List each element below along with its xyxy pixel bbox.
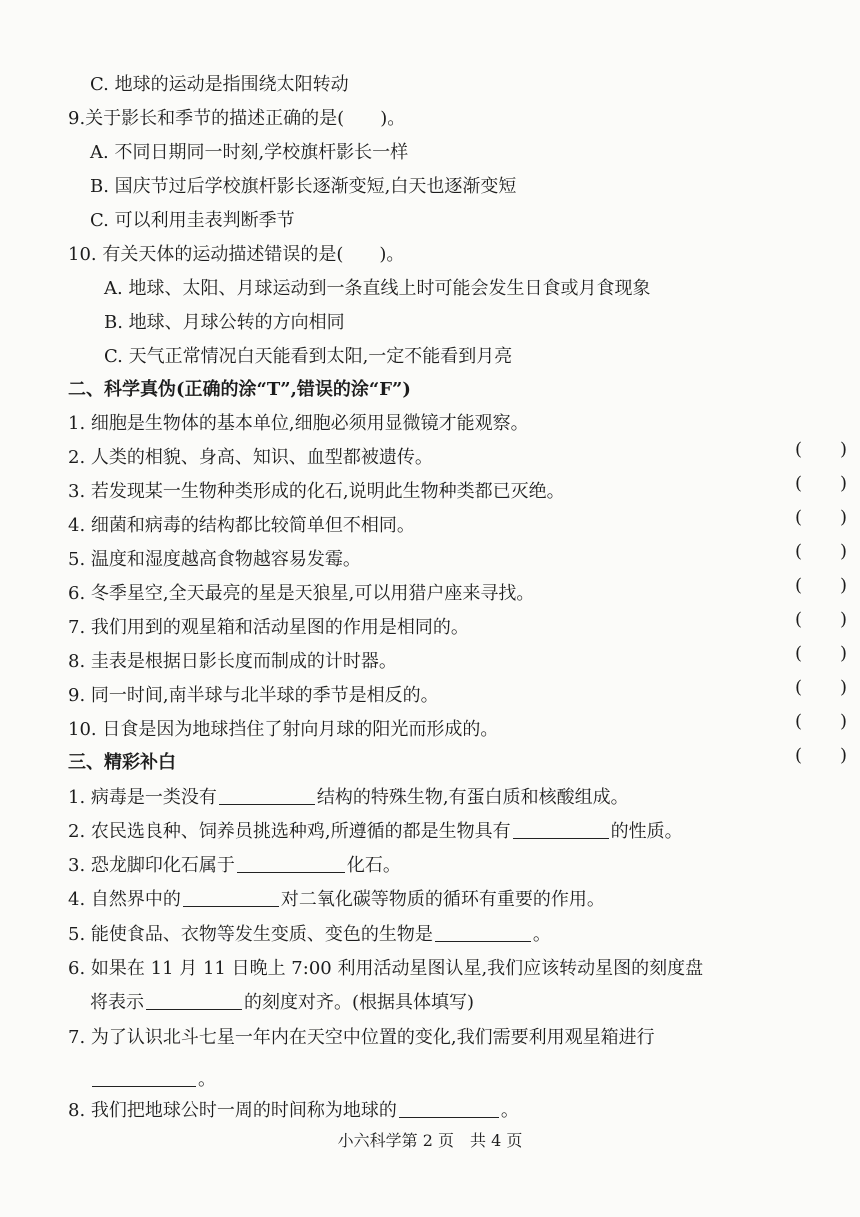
tf-paren-open: ( (795, 609, 803, 630)
fill-q5 (68, 922, 860, 948)
fill-q1-text-b: 结构的特殊生物,有蛋白质和核酸组成。 (316, 787, 629, 808)
tf-paren-open: ( (795, 473, 803, 494)
q8-option-c: C. 地球的运动是指围绕太阳转动 (90, 74, 349, 95)
tf-paren-open: ( (795, 677, 803, 698)
q9-option-b: B. 国庆节过后学校旗杆影长逐渐变短,白天也逐渐变短 (90, 176, 517, 197)
fill-q1-blank[interactable] (219, 786, 315, 805)
tf-item-text: 4. 细菌和病毒的结构都比较简单但不相同。 (68, 515, 415, 536)
fill-q7-blank[interactable] (92, 1068, 196, 1087)
fill-q3-text-b: 化石。 (346, 855, 401, 876)
fill-q3 (68, 853, 860, 879)
tf-paren-close: ) (839, 541, 847, 562)
tf-item-text: 5. 温度和湿度越高食物越容易发霉。 (68, 549, 361, 570)
fill-q8 (68, 1098, 860, 1124)
tf-paren-close: ) (839, 643, 847, 664)
fill-q4-text-b: 对二氧化碳等物质的循环有重要的作用。 (280, 889, 605, 910)
tf-item-text: 9. 同一时间,南半球与北半球的季节是相反的。 (68, 685, 439, 706)
q10-option-a: A. 地球、太阳、月球运动到一条直线上时可能会发生日食或月食现象 (104, 278, 651, 299)
fill-q4-blank[interactable] (183, 888, 279, 907)
tf-paren-open: ( (795, 643, 803, 664)
q10-option-c: C. 天气正常情况白天能看到太阳,一定不能看到月亮 (104, 346, 513, 367)
fill-q6-line1: 6. 如果在 11 月 11 日晚上 7:00 利用活动星图认星,我们应该转动星图的刻度盘 (68, 958, 704, 979)
tf-paren-close: ) (839, 677, 847, 698)
tf-paren-close: ) (839, 473, 847, 494)
tf-paren-close: ) (839, 439, 847, 460)
fill-q7-line1: 7. 为了认识北斗七星一年内在天空中位置的变化,我们需要利用观星箱进行 (68, 1027, 655, 1048)
fill-section-heading: 三、精彩补白 (68, 752, 176, 773)
tf-paren-close: ) (839, 745, 847, 766)
tf-item-text: 2. 人类的相貌、身高、知识、血型都被遗传。 (68, 447, 433, 468)
tf-section-heading: 二、科学真伪(正确的涂“T”,错误的涂“F”) (68, 379, 411, 400)
fill-q1 (68, 785, 860, 811)
fill-q3-text-a: 3. 恐龙脚印化石属于 (68, 855, 235, 876)
tf-paren-close: ) (839, 575, 847, 596)
fill-q2-text-b: 的性质。 (610, 821, 683, 842)
fill-q7-line2 (90, 1067, 860, 1093)
q9-option-c: C. 可以利用圭表判断季节 (90, 210, 295, 231)
fill-q6-blank[interactable] (146, 991, 242, 1010)
fill-q8-blank[interactable] (399, 1099, 499, 1118)
tf-item-text: 6. 冬季星空,全天最亮的星是天狼星,可以用猎户座来寻找。 (68, 583, 535, 604)
fill-q2 (68, 819, 860, 845)
fill-q5-text-b: 。 (532, 924, 551, 945)
tf-item-text: 7. 我们用到的观星箱和活动星图的作用是相同的。 (68, 617, 469, 638)
tf-paren-open: ( (795, 507, 803, 528)
fill-q8-text-a: 8. 我们把地球公时一周的时间称为地球的 (68, 1100, 397, 1121)
q9-stem: 9.关于影长和季节的描述正确的是( )。 (68, 108, 406, 129)
fill-q3-blank[interactable] (237, 854, 345, 873)
tf-item-text: 3. 若发现某一生物种类形成的化石,说明此生物种类都已灭绝。 (68, 481, 565, 502)
tf-paren-open: ( (795, 711, 803, 732)
fill-q7-text-b: 。 (198, 1069, 216, 1090)
tf-paren-close: ) (839, 507, 847, 528)
q10-option-b: B. 地球、月球公转的方向相同 (104, 312, 345, 333)
fill-q4-text-a: 4. 自然界中的 (68, 889, 181, 910)
tf-paren-close: ) (839, 609, 847, 630)
tf-paren-open: ( (795, 745, 803, 766)
tf-item-text: 1. 细胞是生物体的基本单位,细胞必须用显微镜才能观察。 (68, 413, 529, 434)
tf-item-text: 8. 圭表是根据日影长度而制成的计时器。 (68, 651, 397, 672)
fill-q2-text-a: 2. 农民选良种、饲养员挑选种鸡,所遵循的都是生物具有 (68, 821, 511, 842)
fill-q5-blank[interactable] (435, 923, 531, 942)
fill-q8-text-b: 。 (500, 1100, 519, 1121)
page-footer: 小六科学第 2 页 共 4 页 (337, 1131, 523, 1150)
fill-q2-blank[interactable] (513, 820, 609, 839)
tf-paren-open: ( (795, 575, 803, 596)
fill-q4 (68, 887, 860, 913)
tf-paren-open: ( (795, 439, 803, 460)
tf-paren-open: ( (795, 541, 803, 562)
fill-q5-text-a: 5. 能使食品、衣物等发生变质、变色的生物是 (68, 924, 433, 945)
tf-item-text: 10. 日食是因为地球挡住了射向月球的阳光而形成的。 (68, 719, 499, 740)
tf-paren-close: ) (839, 711, 847, 732)
fill-q6-text-c: 的刻度对齐。(根据具体填写) (244, 992, 475, 1013)
q10-stem: 10. 有关天体的运动描述错误的是( )。 (68, 244, 405, 265)
fill-q6-line2 (90, 990, 860, 1016)
q9-option-a: A. 不同日期同一时刻,学校旗杆影长一样 (90, 142, 409, 163)
fill-q6-text-b: 将表示 (90, 992, 144, 1013)
fill-q1-text-a: 1. 病毒是一类没有 (68, 787, 217, 808)
